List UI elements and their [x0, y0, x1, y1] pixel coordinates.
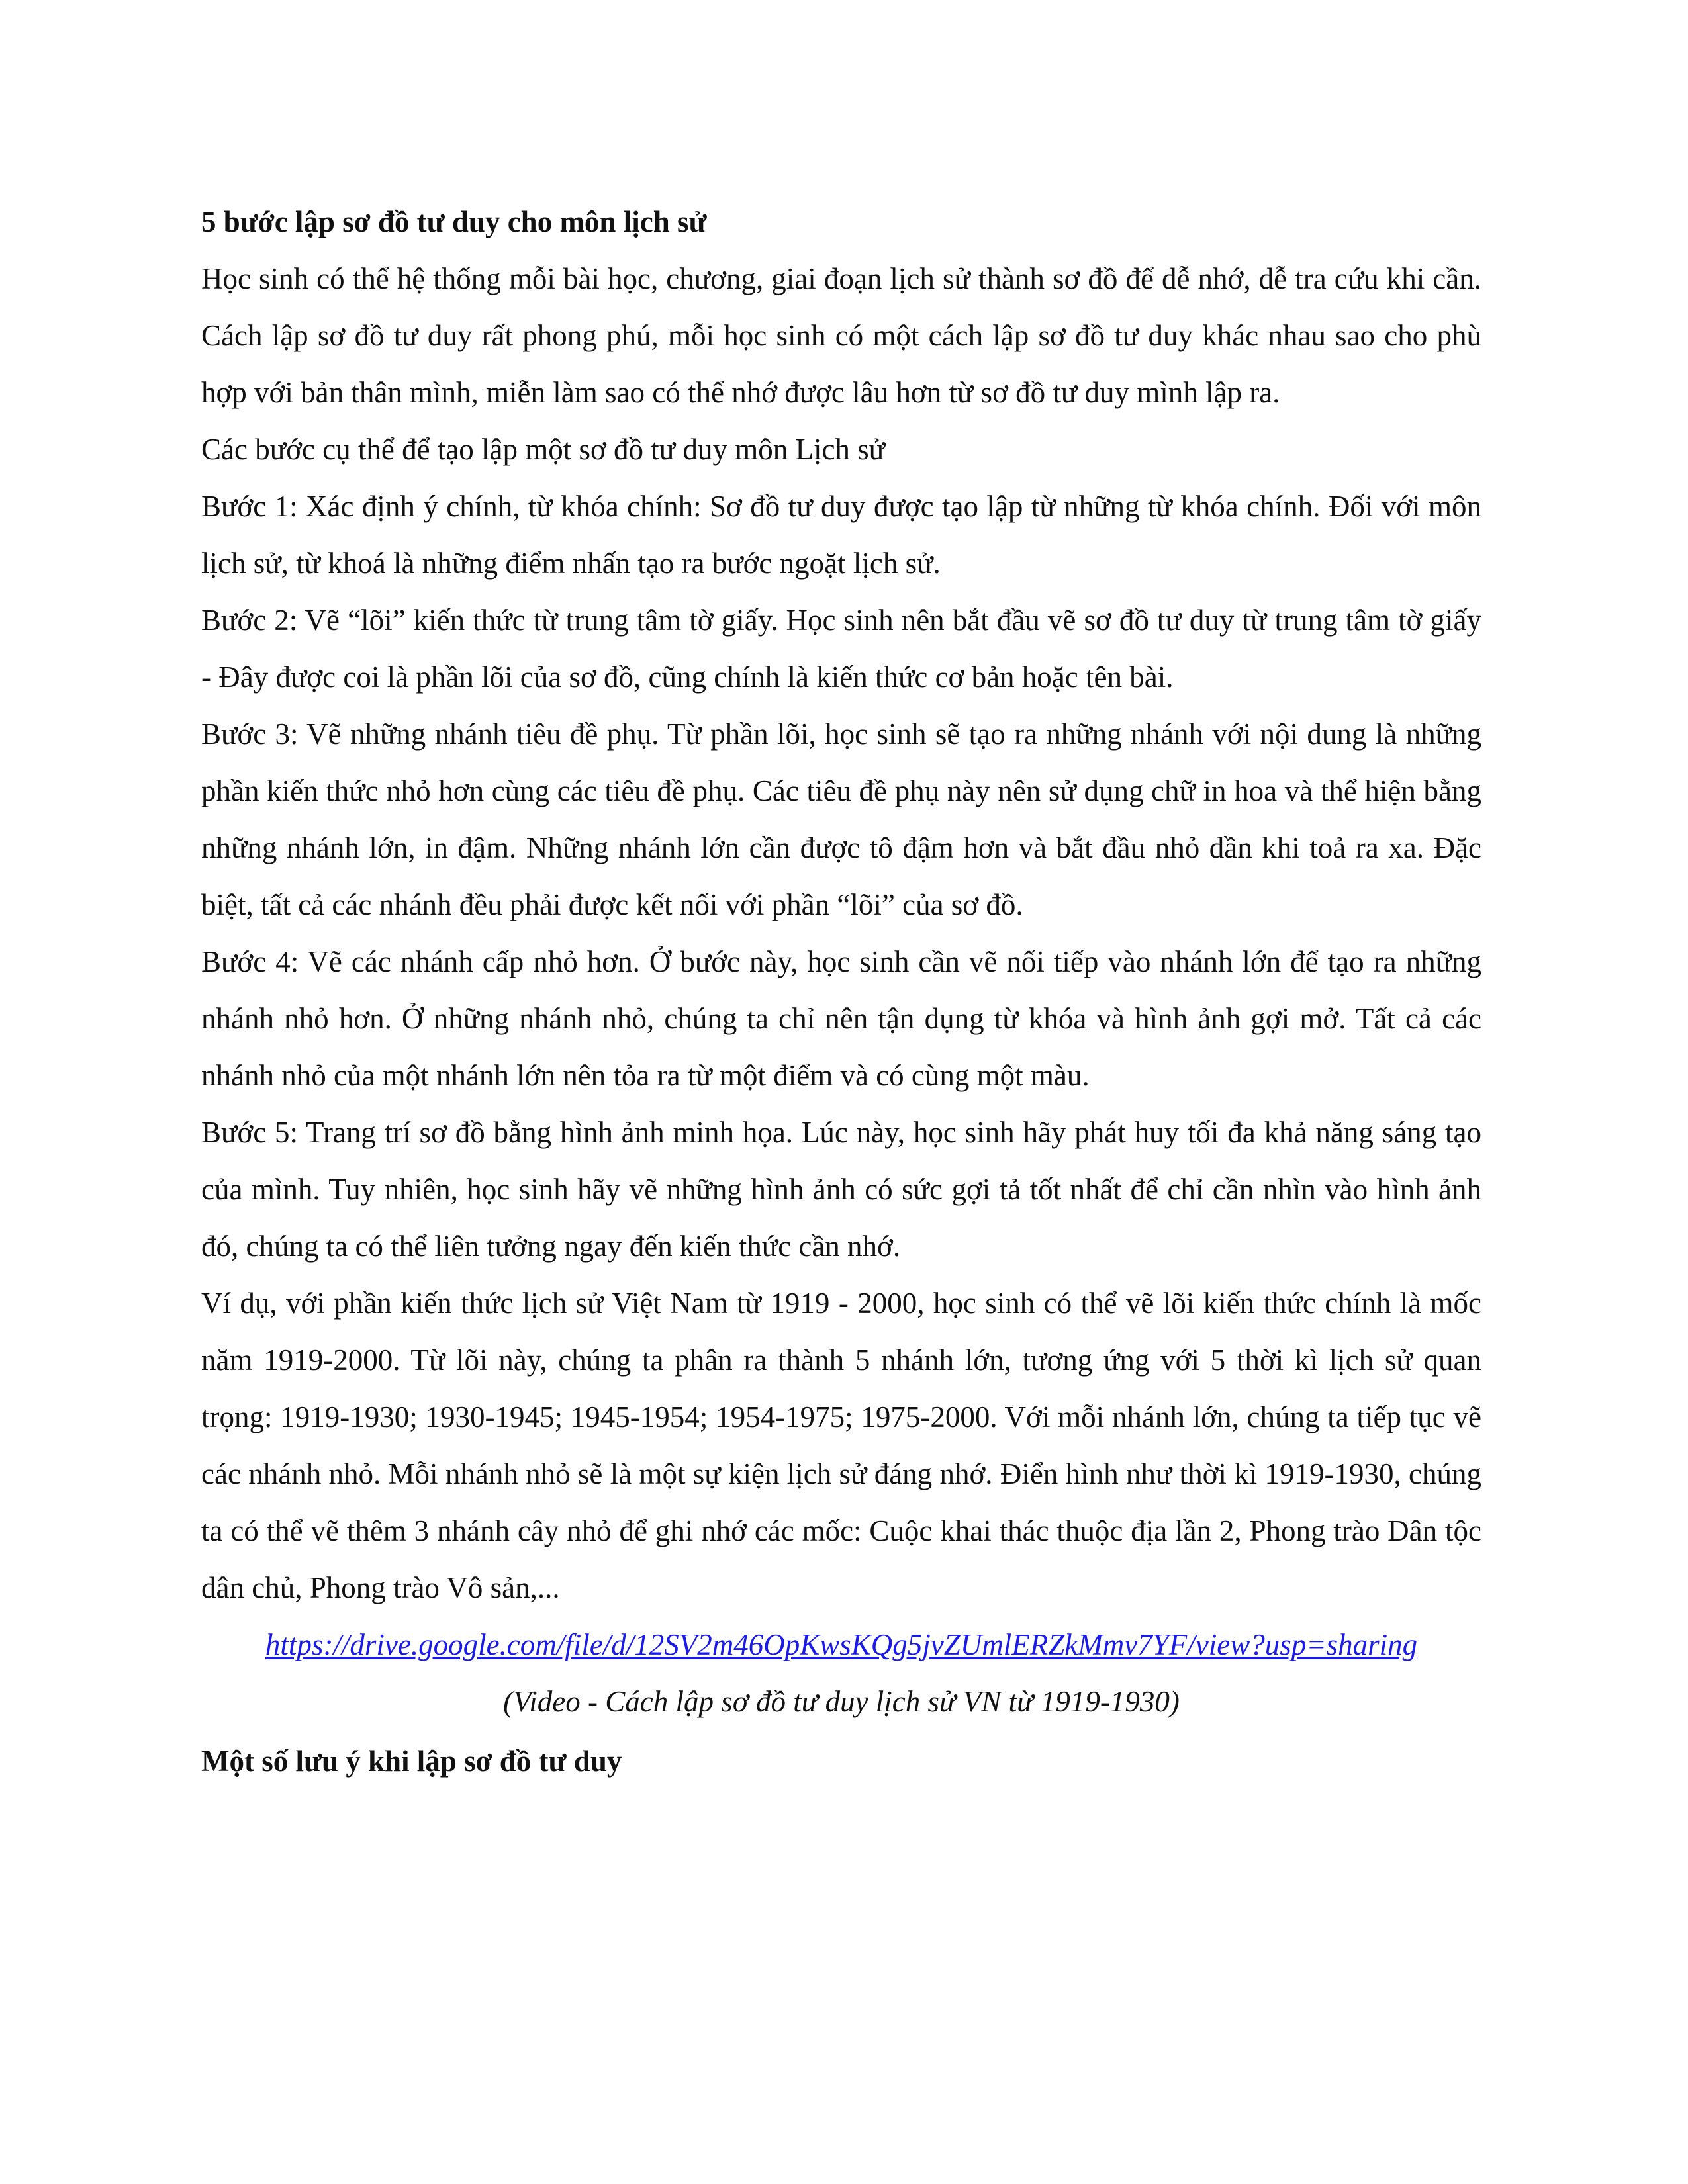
video-link[interactable]: https://drive.google.com/file/d/12SV2m46OpKwsKQg5jvZUmlERZkMmv7YF/view?usp=sharing [265, 1628, 1418, 1661]
steps-intro-paragraph: Các bước cụ thể để tạo lập một sơ đồ tư duy môn Lịch sử [201, 433, 886, 466]
step-4-paragraph: Bước 4: Vẽ các nhánh cấp nhỏ hơn. Ở bước này, học sinh cần vẽ nối tiếp vào nhánh lớn để tạo ra những nhánh nhỏ hơn. Ở những nhánh nhỏ, chúng ta chỉ nên tận dụng từ khóa và hình ảnh gợi mở. Tất cả các nhánh nhỏ của một nhánh lớn nên tỏa ra từ một điểm và có cùng một màu. [201, 945, 1481, 1092]
example-paragraph: Ví dụ, với phần kiến thức lịch sử Việt Nam từ 1919 - 2000, học sinh có thể vẽ lõi kiến thức chính là mốc năm 1919-2000. Từ lõi này, chúng ta phân ra thành 5 nhánh lớn, tương ứng với 5 thời kì lịch sử quan trọng: 1919-1930; 1930-1945; 1945-1954; 1954-1975; 1975-2000. Với mỗi nhánh lớn, chúng ta tiếp tục vẽ các nhánh nhỏ. Mỗi nhánh nhỏ sẽ là một sự kiện lịch sử đáng nhớ. Điển hình như thời kì 1919-1930, chúng ta có thể vẽ thêm 3 nhánh cây nhỏ để ghi nhớ các mốc: Cuộc khai thác thuộc địa lần 2, Phong trào Dân tộc dân chủ, Phong trào Vô sản,... [201, 1287, 1481, 1604]
intro-paragraph: Học sinh có thể hệ thống mỗi bài học, chương, giai đoạn lịch sử thành sơ đồ để dễ nhớ, dễ tra cứu khi cần. Cách lập sơ đồ tư duy rất phong phú, mỗi học sinh có một cách lập sơ đồ tư duy khác nhau sao cho phù hợp với bản thân mình, miễn làm sao có thể nhớ được lâu hơn từ sơ đồ tư duy mình lập ra. [201, 262, 1481, 409]
step-2-paragraph: Bước 2: Vẽ “lõi” kiến thức từ trung tâm tờ giấy. Học sinh nên bắt đầu vẽ sơ đồ tư duy từ trung tâm tờ giấy - Đây được coi là phần lõi của sơ đồ, cũng chính là kiến thức cơ bản hoặc tên bài. [201, 604, 1481, 694]
step-5-paragraph: Bước 5: Trang trí sơ đồ bằng hình ảnh minh họa. Lúc này, học sinh hãy phát huy tối đa khả năng sáng tạo của mình. Tuy nhiên, học sinh hãy vẽ những hình ảnh có sức gợi tả tốt nhất để chỉ cần nhìn vào hình ảnh đó, chúng ta có thể liên tưởng ngay đến kiến thức cần nhớ. [201, 1116, 1481, 1263]
step-1-paragraph: Bước 1: Xác định ý chính, từ khóa chính: Sơ đồ tư duy được tạo lập từ những từ khóa chính. Đối với môn lịch sử, từ khoá là những điểm nhấn tạo ra bước ngoặt lịch sử. [201, 490, 1481, 580]
document-page [201, 193, 1481, 1790]
document-title: 5 bước lập sơ đồ tư duy cho môn lịch sử [201, 205, 707, 238]
video-link-line [201, 1616, 1481, 1673]
video-caption: (Video - Cách lập sơ đồ tư duy lịch sử VN từ 1919-1930) [503, 1685, 1180, 1718]
notes-subheading: Một số lưu ý khi lập sơ đồ tư duy [201, 1745, 622, 1778]
step-3-paragraph: Bước 3: Vẽ những nhánh tiêu đề phụ. Từ phần lõi, học sinh sẽ tạo ra những nhánh với nội dung là những phần kiến thức nhỏ hơn cùng các tiêu đề phụ. Các tiêu đề phụ này nên sử dụng chữ in hoa và thể hiện bằng những nhánh lớn, in đậm. Những nhánh lớn cần được tô đậm hơn và bắt đầu nhỏ dần khi toả ra xa. Đặc biệt, tất cả các nhánh đều phải được kết nối với phần “lõi” của sơ đồ. [201, 717, 1481, 921]
